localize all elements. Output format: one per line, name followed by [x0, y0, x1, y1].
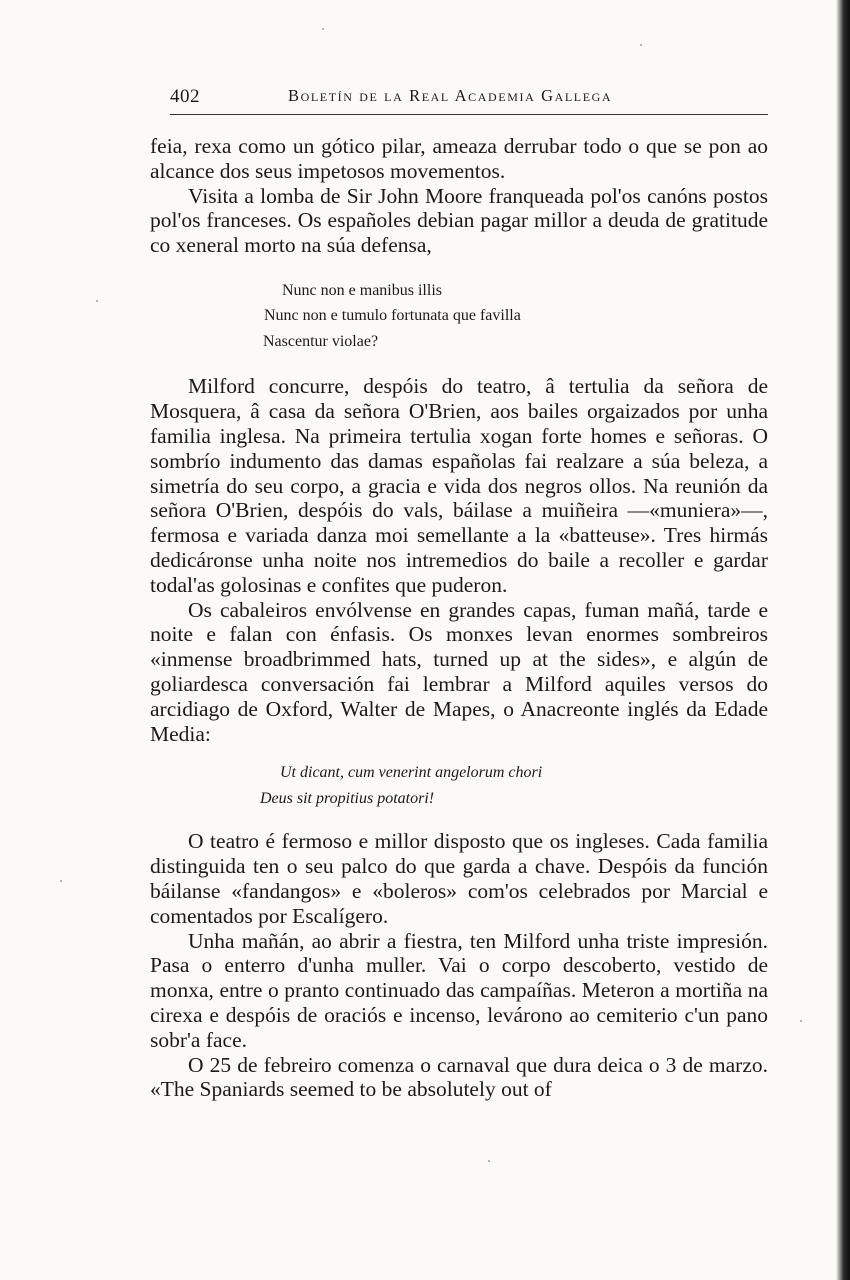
latin-verse-quote: [150, 258, 768, 375]
verse-line: Deus sit propitius potatori!: [260, 789, 435, 807]
running-title: Boletín de la Real Academia Gallega: [288, 86, 613, 105]
verse-line: Nascentur violae?: [263, 332, 379, 350]
paragraph: Unha mañán, ao abrir a fiestra, ten Milford unha triste impresión. Pasa o enterro d'unha muller. Vai o corpo descoberto, vestido de monxa, entre o pranto continuado das campaíñas. Meteron a mortiña na cirexa e despóis de oraciós e incenso, levárono ao cemiterio c'un pano sobr'a face.: [150, 928, 768, 1052]
scan-speck: [488, 1160, 490, 1162]
page-header: [170, 84, 768, 115]
paragraph: Visita a lomba de Sir John Moore franqueada pol'os canóns postos pol'os franceses. Os españoles debian pagar millor a deuda de gratitude co xeneral morto na súa defensa,: [150, 183, 768, 258]
verse-line: Ut dicant, cum venerint angelorum chori: [280, 764, 543, 782]
scan-speck: [800, 1020, 802, 1022]
paragraph: O 25 de febreiro comenza o carnaval que dura deica o 3 de marzo. «The Spaniards seemed to be absolutely out of: [150, 1052, 768, 1102]
page-edge-shadow: [836, 0, 850, 1280]
paragraph: Milford concurre, despóis do teatro, â tertulia da señora de Mosquera, â casa da señora O'Brien, aos bailes orgaizados por unha familia inglesa. Na primeira tertulia xogan forte homes e señoras. O sombrío indumento das damas españolas fai realzare a súa beleza, a simetría do seu corpo, a gracia e vida dos negros ollos. Na reunión da señora O'Brien, despóis do vals, báilase a muiñeira —«muniera»—, fermosa e variada danza moi semellante a la «batteuse». Tres hirmás dedicáronse unha noite nos intremedios do baile a recoller e gardar todal'as golosinas e confites que puderon.: [150, 374, 768, 597]
scan-speck: [322, 28, 324, 30]
scan-speck: [96, 300, 98, 302]
paragraph: feia, rexa como un gótico pilar, ameaza derrubar todo o que se pon ao alcance dos seus impetosos movementos.: [150, 134, 768, 183]
scan-speck: [640, 44, 642, 46]
paragraph: Os cabaleiros envólvense en grandes capas, fuman mañá, tarde e noite e falan con énfasis. Os monxes levan enormes sombreiros «inmense broadbrimmed hats, turned up at the sides», e algún de goliardesca conversación fai lembrar a Milford aquiles versos do arcidiago de Oxford, Walter de Mapes, o Anacreonte inglés da Edade Media:: [150, 597, 768, 746]
latin-verse-quote: [150, 746, 768, 829]
body-text: [150, 134, 768, 1102]
page-number: 402: [170, 86, 200, 107]
verse-line: Nunc non e tumulo fortunata que favilla: [264, 307, 521, 325]
verse-line: Nunc non e manibus illis: [282, 281, 442, 299]
paragraph: O teatro é fermoso e millor disposto que os ingleses. Cada familia distinguida ten o seu palco do que garda a chave. Despóis da función báilanse «fandangos» e «boleros» com'os celebrados por Marcial e comentados por Escalígero.: [150, 829, 768, 928]
scan-speck: [60, 880, 62, 882]
